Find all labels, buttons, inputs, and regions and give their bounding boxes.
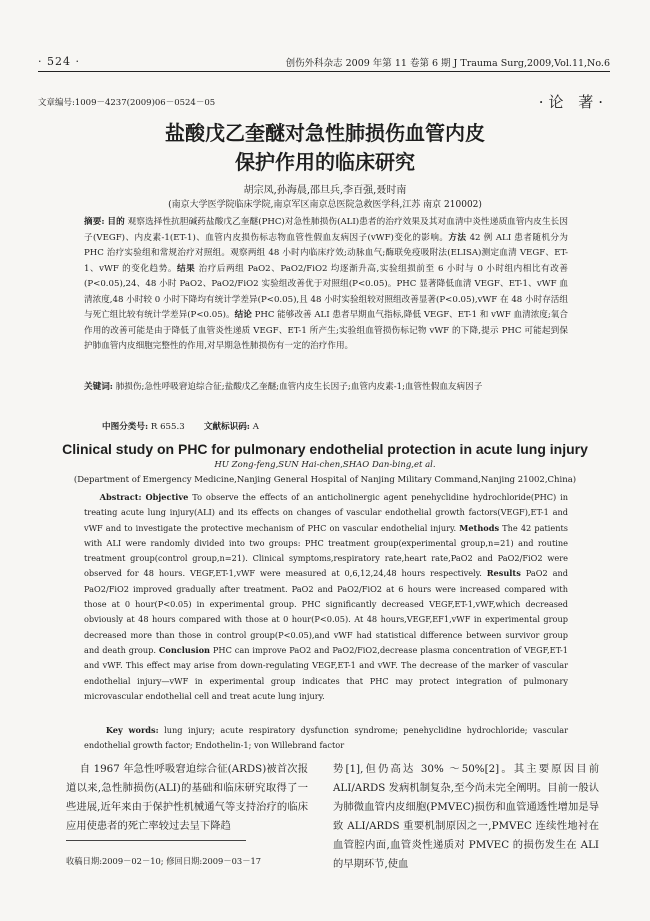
abstract-chinese [84, 215, 568, 355]
keywords-text: 肺损伤;急性呼吸窘迫综合征;盐酸戊乙奎醚;血管内皮生长因子;血管内皮素-1;血管性假血友病因子 [115, 382, 483, 392]
abstract-label: 摘要: [84, 217, 105, 227]
objective-text: 观察选择性抗胆碱药盐酸戊乙奎醚(PHC)对急性肺损伤(ALI)患者的治疗效果及其对血清中炎性递质血管内皮生长因子(VEGF)、内皮素-1(ET-1)、血管内皮损伤标志物血管性假血友病因子(vWF)变化的影响。 [84, 217, 568, 243]
conclusion-label: 结论 [234, 310, 252, 320]
title-line-1: 盐酸戊乙奎醚对急性肺损伤血管内皮 [165, 121, 485, 145]
results-text: 治疗后两组 PaO2、PaO2/FiO2 均逐渐升高,实验组损前至 6 小时与 0 小时组内相比有改善(P<0.05),24、48 小时 PaO2、PaO2/FiO2 实验组改善优于对照组(P<0.05)。PHC 显著降低血清 VEGF、ET-1、vWF 血清浓度,48 小时较 0 小时下降均有统计学差异(P<0.05),且 48 小时实验组较对照组改善显著(P<0.05),vWF 在 48 小时存活组与死亡组比较有统计学差异(P<0.05)。 [84, 263, 568, 320]
received-date-footnote: 收稿日期:2009－02－10; 修回日期:2009－03－17 [66, 856, 262, 866]
keywords-en-label: Key words: [105, 725, 159, 735]
results-en-text: PaO2 and PaO2/FiO2 improved gradually after treatment. PaO2 and PaO2/FiO2 at 6 hours were increased compared with those at 0 hour(P<0.05) in experimental group. PHC significantly decreased VEGF,ET-1,vWF,which decreased obviously at 48 hours compared with those at 0 hour(P<0.05). At 48 hours,VEGF,EF1,vWF in experimental group decreased more than those in control group(P<0.05),and vWF had statistical difference between survivor group and death group. [84, 568, 568, 655]
methods-en-text: The 42 patients with ALI were randomly divided into two groups: PHC treatment group(experimental group,n=21) and routine treatment group(control group,n=21). Clinical symptoms,respiratory rate,heart rate,PaO2 and PaO2/FiO2 were observed for 48 hours. VEGF,ET-1,vWF were measured at 0,6,12,24,48 hours respectively. [84, 522, 568, 579]
objective-label: 目的 [107, 217, 125, 227]
results-en-label: Results [486, 568, 521, 579]
keywords-english [84, 723, 568, 754]
methods-label: 方法 [448, 232, 467, 243]
body-left-text: 自 1967 年急性呼吸窘迫综合征(ARDS)被首次报道以来,急性肺损伤(ALI)的基础和临床研究取得了一些进展,近年来由于保护性机械通气等支持治疗的临床应用使患者的死亡率较过去呈下降趋 [66, 763, 308, 832]
classification-line [102, 420, 259, 432]
conclusion-en-label: Conclusion [158, 644, 210, 655]
authors-chinese: 胡宗凤,孙海晨,邵旦兵,李百强,聂时南 [243, 185, 407, 196]
page-number: · 524 · [38, 55, 80, 68]
header-rule [38, 71, 610, 72]
results-label: 结果 [177, 263, 196, 274]
keywords-en-text: lung injury; acute respiratory dysfunction syndrome; penehyclidine hydrochloride; vascular endothelial growth factor; Endothelin-1; von Willebrand factor [84, 725, 568, 751]
keywords-label: 关键词: [84, 382, 113, 392]
footnote-rule [66, 840, 246, 841]
journal-header: 创伤外科杂志 2009 年第 11 卷第 6 期 J Trauma Surg,2009,Vol.11,No.6 [285, 58, 610, 69]
body-column-right [333, 760, 599, 874]
objective-en-label: Objective [145, 492, 189, 502]
affiliation-chinese: (南京大学医学院临床学院,南京军区南京总医院急救医学科,江苏 南京 210002) [168, 200, 482, 210]
article-number: 文章编号:1009－4237(2009)06－0524－05 [38, 98, 216, 108]
abstract-english [84, 490, 568, 704]
objective-en-text: To observe the effects of an anticholinergic agent penehyclidine hydrochloride(PHC) in treating acute lung injury(ALI) and its effects on changes of vascular endothelial growth factors(VEGF),ET-1 and vWF and to investigate the protective mechanism of PHC on vascular endothelial injury. [84, 492, 568, 533]
affiliation-english: (Department of Emergency Medicine,Nanjing General Hospital of Nanjing Military Command,Nanjing 21002,China) [73, 475, 577, 485]
conclusion-text: PHC 能够改善 ALI 患者早期血气指标,降低 VEGF、ET-1 和 vWF 血清浓度;氧合作用的改善可能是由于降低了血管炎性递质 VEGF、ET-1 所产生;实验组血管损伤标记物 vWF 的下降,提示 PHC 可能起到保护肺血管内皮细胞完整性的作用,对早期急性肺损伤有一定的治疗作用。 [84, 310, 568, 351]
body-right-text: 势[1],但仍高达 30% ～50%[2]。其主要原因目前 ALI/ARDS 发病机制复杂,至今尚未完全阐明。目前一般认为肺微血管内皮细胞(PMVEC)损伤和血管通透性增加是导致 ALI/ARDS 重要机制原因之一,PMVEC 连续性地衬在血管腔内面,血管炎性递质对 PMVEC 的损伤发生在 ALI 的早期环节,使血 [333, 763, 599, 870]
doc-code-label: 文献标识码: [203, 422, 250, 432]
conclusion-en-text: PHC can improve PaO2 and PaO2/FiO2,decrease plasma concentration of VEGF,ET-1 and vWF. This effect may arise from down-regulating VEGF,ET-1 and vWF. The decrease of the marker of vascular endothelial injury—vWF in experimental group indicates that PHC may protect integration of pulmonary microvascular endothelial cell and treat acute lung injury. [84, 644, 568, 701]
body-column-left [66, 760, 308, 836]
title-english: Clinical study on PHC for pulmonary endothelial protection in acute lung injury [62, 441, 588, 457]
clc-value: R 655.3 [150, 422, 185, 432]
title-line-2: 保护作用的临床研究 [235, 150, 415, 174]
title-chinese [0, 119, 650, 177]
methods-text: 42 例 ALI 患者随机分为 PHC 治疗实验组和常规治疗对照组。观察两组 48 小时内临床疗效;动脉血气;酶联免疫吸附法(ELISA)测定血清 VEGF、ET-1、vWF 的变化趋势。 [84, 232, 568, 274]
methods-en-label: Methods [459, 522, 500, 533]
clc-label: 中图分类号: [102, 422, 149, 432]
doc-code-value: A [252, 422, 259, 432]
authors-english: HU Zong-feng,SUN Hai-chen,SHAO Dan-bing,et al. [214, 460, 436, 470]
keywords-chinese [84, 380, 568, 396]
abstract-en-label: Abstract: [99, 492, 142, 502]
section-tag: ·论 著· [538, 93, 608, 111]
